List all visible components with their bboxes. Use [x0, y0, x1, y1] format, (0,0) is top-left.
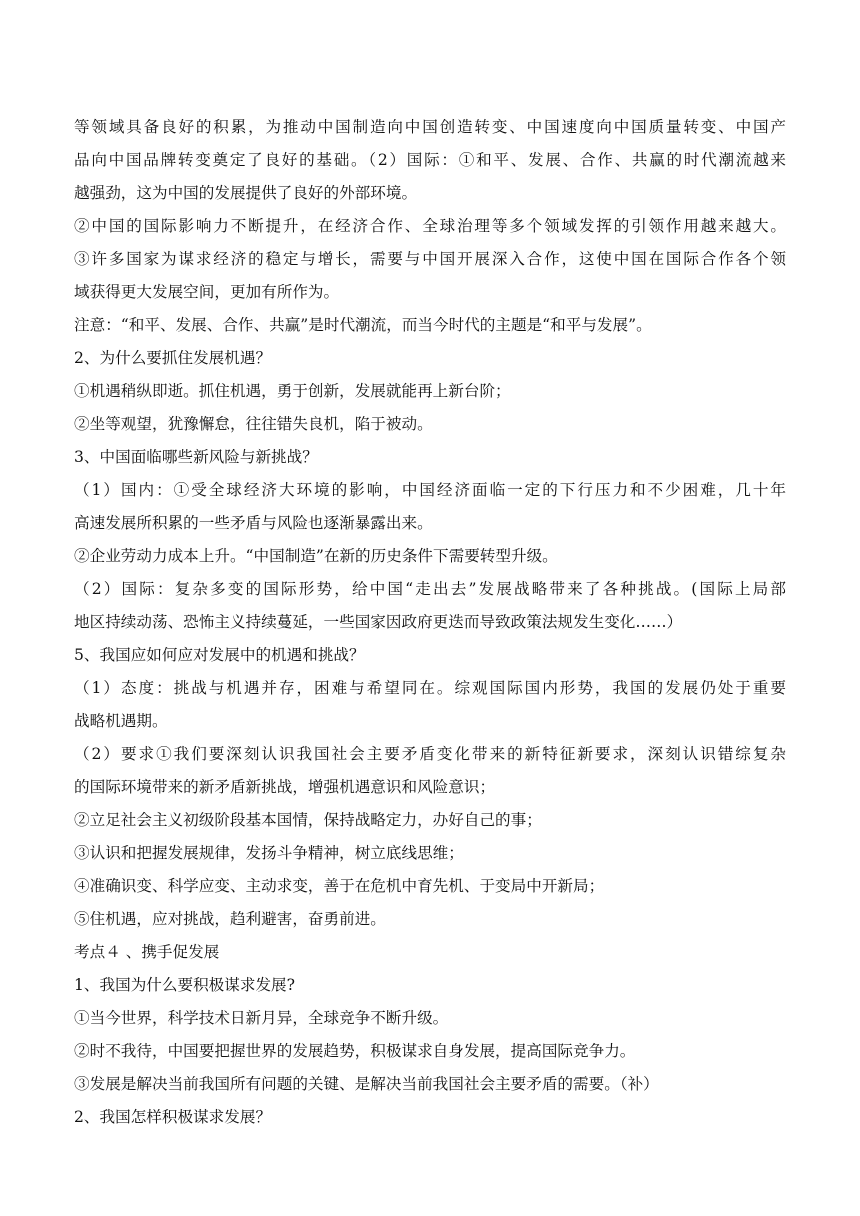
text-line: （2）要求①我们要深刻认识我国社会主要矛盾变化带来的新特征新要求，深刻认识错综复杂 [74, 745, 786, 763]
text-line: ②中国的国际影响力不断提升，在经济合作、全球治理等多个领域发挥的引领作用越来越大。 [74, 217, 786, 235]
question-heading: 2、为什么要抓住发展机遇？ [74, 349, 272, 367]
text-line: ②坐等观望，犹豫懈怠，往往错失良机，陷于被动。 [74, 415, 433, 433]
document-body [74, 111, 786, 1134]
text-line: 域获得更大发展空间，更加有所作为。 [74, 283, 340, 301]
question-heading: 2、我国怎样积极谋求发展？ [74, 1108, 272, 1126]
section-heading: 考点４ 、携手促发展 [74, 943, 220, 961]
text-line: （1）态度：挑战与机遇并存，困难与希望同在。综观国际国内形势，我国的发展仍处于重要 [74, 679, 786, 697]
text-line: ④准确识变、科学应变、主动求变，善于在危机中育先机、于变局中开新局； [74, 877, 605, 895]
text-line: ⑤住机遇，应对挑战，趋利避害，奋勇前进。 [74, 910, 386, 928]
text-line: 高速发展所积累的一些矛盾与风险也逐渐暴露出来。 [74, 514, 433, 532]
text-line: ③许多国家为谋求经济的稳定与增长，需要与中国开展深入合作，这使中国在国际合作各个领 [74, 250, 786, 268]
text-line: ②企业劳动力成本上升。“中国制造”在新的历史条件下需要转型升级。 [74, 547, 558, 565]
text-line: （1）国内：①受全球经济大环境的影响，中国经济面临一定的下行压力和不少困难，几十年 [74, 481, 786, 499]
question-heading: 5、我国应如何应对发展中的机遇和挑战？ [74, 646, 365, 664]
question-heading: 1、我国为什么要积极谋求发展? [74, 976, 296, 994]
text-line: ③发展是解决当前我国所有问题的关键、是解决当前我国社会主要矛盾的需要。（补） [74, 1075, 659, 1093]
text-line: 的国际环境带来的新矛盾新挑战，增强机遇意识和风险意识； [74, 778, 496, 796]
text-line: 地区持续动荡、恐怖主义持续蔓延，一些国家因政府更迭而导致政策法规发生变化……） [74, 613, 683, 631]
text-line: ②时不我待，中国要把握世界的发展趋势，积极谋求自身发展，提高国际竞争力。 [74, 1042, 636, 1060]
text-line: 品向中国品牌转变奠定了良好的基础。（2）国际：①和平、发展、合作、共赢的时代潮流越来 [74, 151, 786, 169]
text-line: 战略机遇期。 [74, 712, 168, 730]
text-line: ③认识和把握发展规律，发扬斗争精神，树立底线思维； [74, 844, 464, 862]
text-line: ①机遇稍纵即逝。抓住机遇，勇于创新，发展就能再上新台阶； [74, 382, 511, 400]
text-line: 等领域具备良好的积累，为推动中国制造向中国创造转变、中国速度向中国质量转变、中国产 [74, 118, 786, 136]
text-line: ①当今世界，科学技术日新月异，全球竞争不断升级。 [74, 1009, 449, 1027]
note-line: 注意：“和平、发展、合作、共赢”是时代潮流，而当今时代的主题是“和平与发展”。 [74, 316, 652, 334]
text-line: 越强劲，这为中国的发展提供了良好的外部环境。 [74, 184, 418, 202]
text-line: ②立足社会主义初级阶段基本国情，保持战略定力，办好自己的事； [74, 811, 542, 829]
text-line: （2）国际：复杂多变的国际形势，给中国“走出去”发展战略带来了各种挑战。(国际上局部 [74, 580, 786, 598]
question-heading: 3、中国面临哪些新风险与新挑战？ [74, 448, 318, 466]
